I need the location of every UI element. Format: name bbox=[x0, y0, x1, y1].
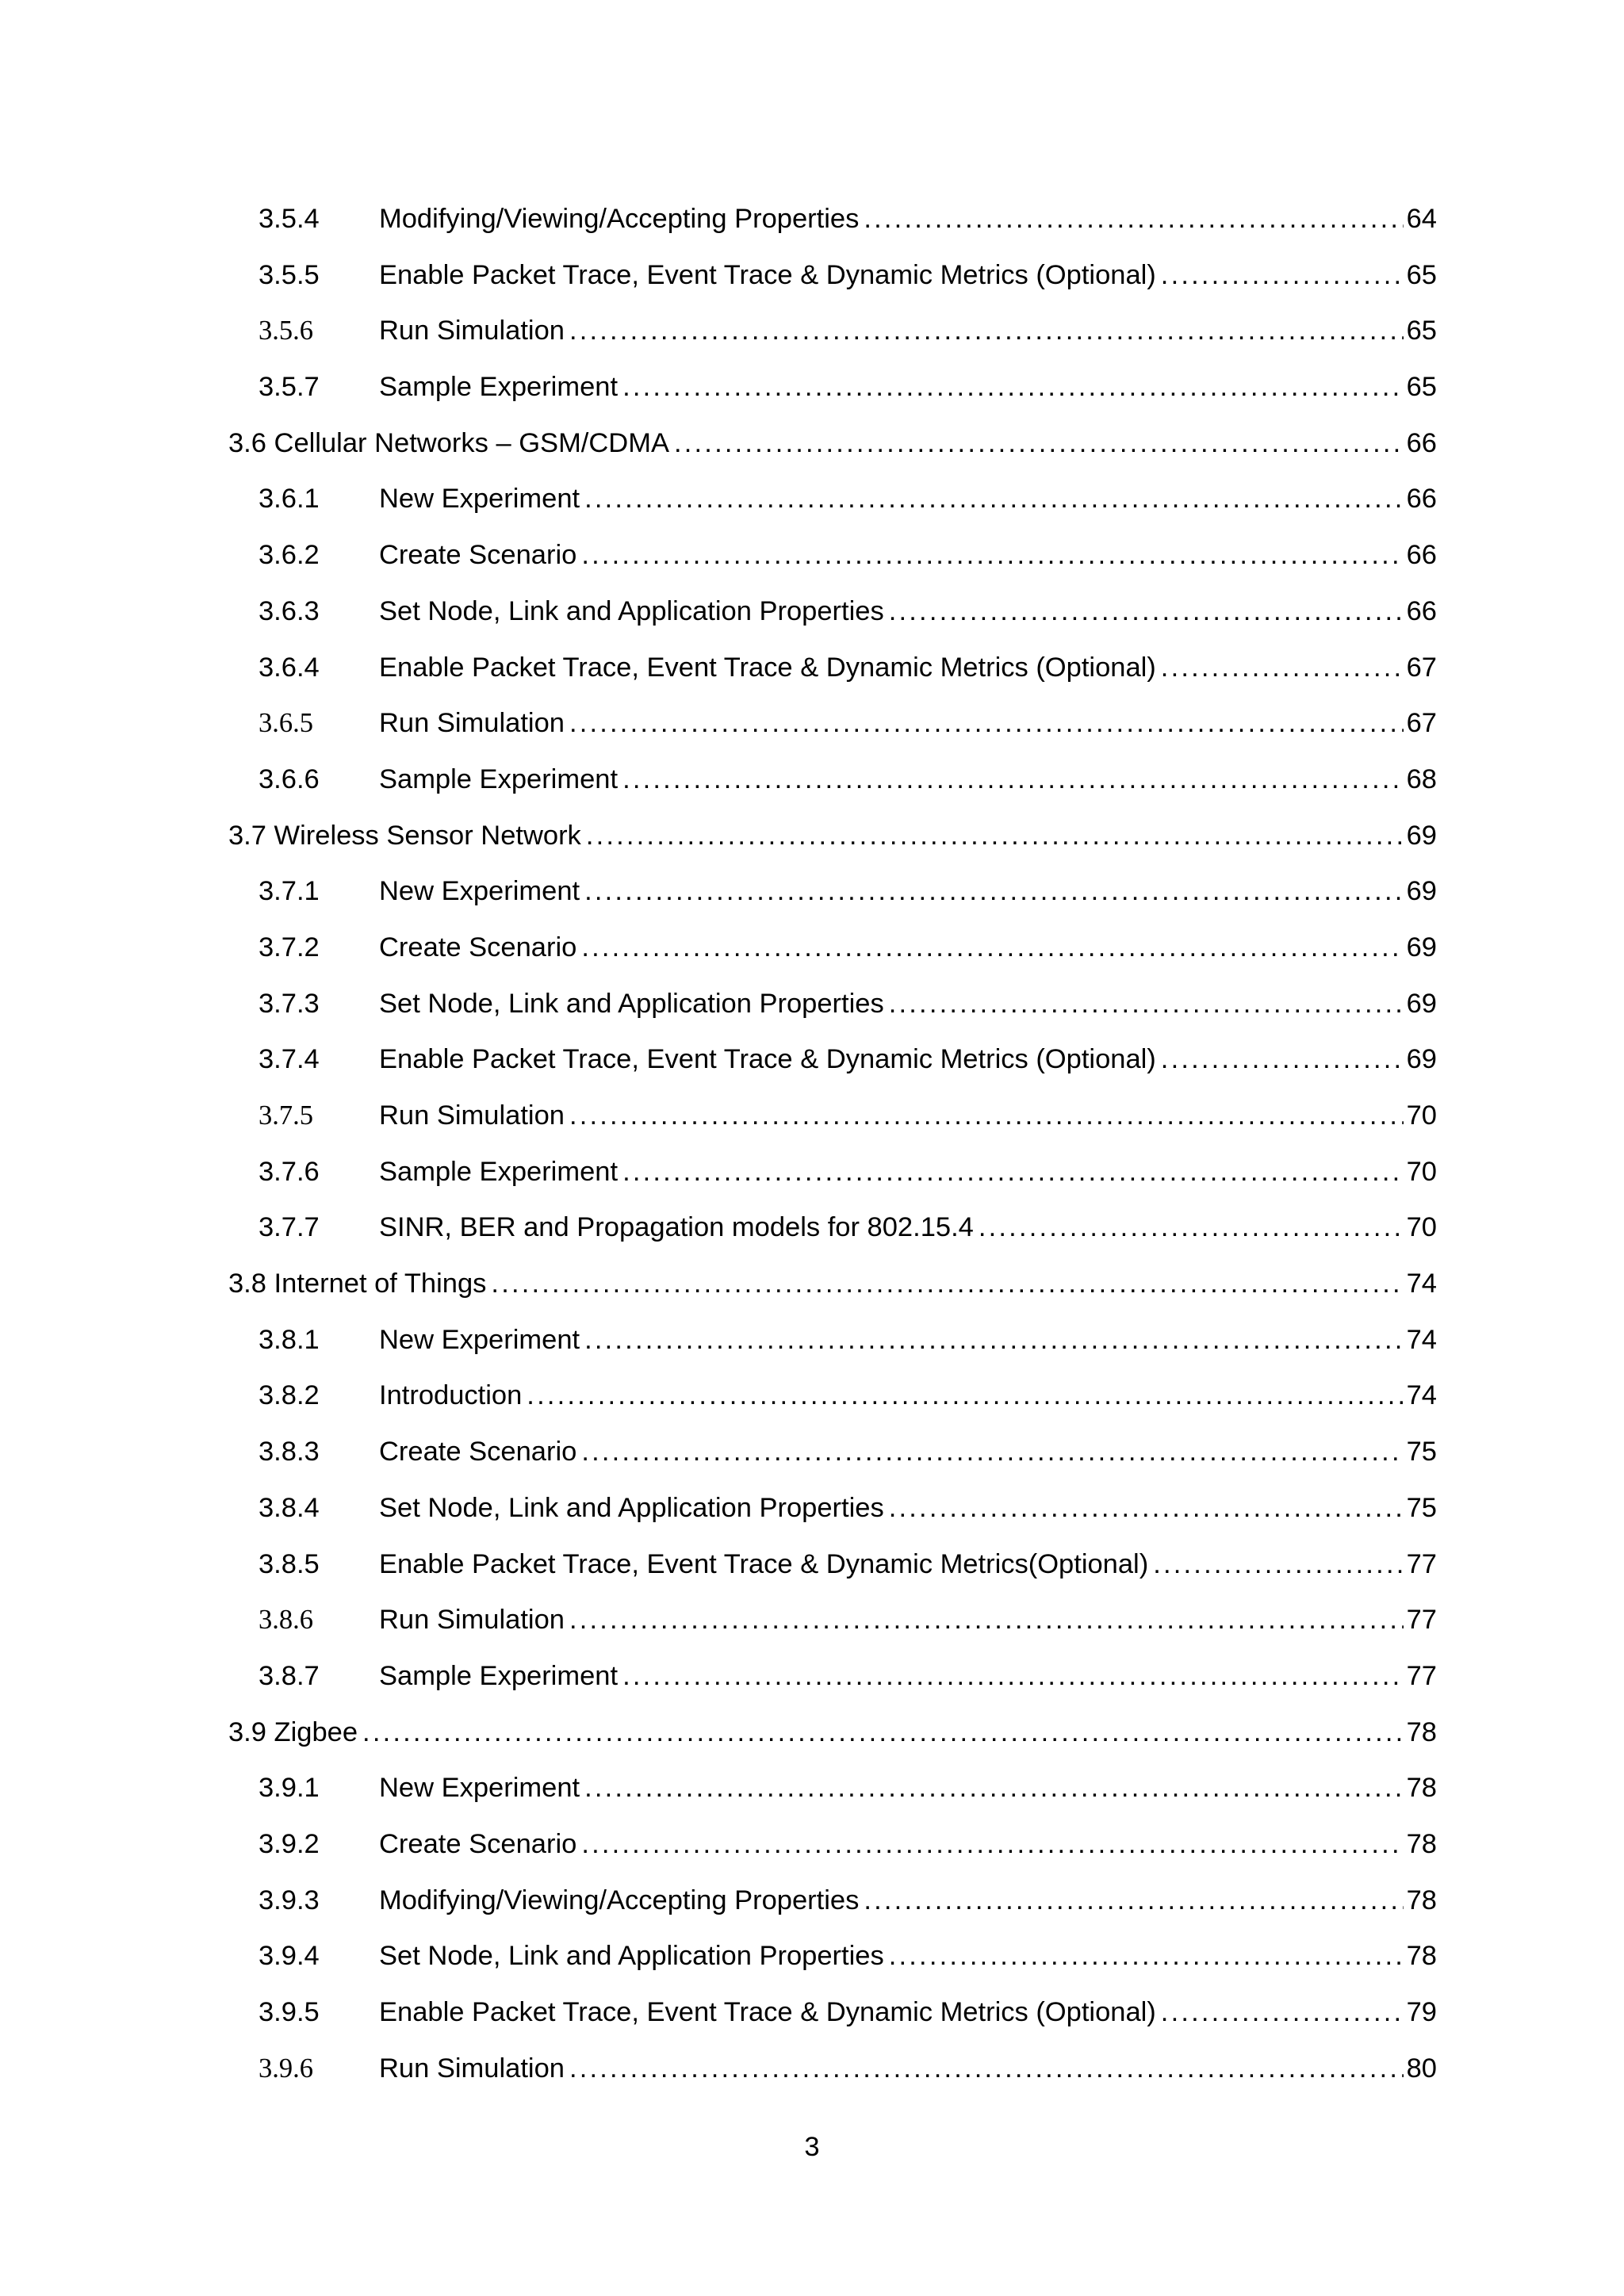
toc-dot-leader bbox=[569, 695, 1404, 752]
toc-entry-title: Run Simulation bbox=[379, 316, 565, 346]
toc-entry-title: Sample Experiment bbox=[379, 1156, 619, 1187]
toc-dot-leader bbox=[1161, 1984, 1404, 2041]
toc-subsection-entry[interactable] bbox=[228, 640, 1437, 696]
toc-subsection-entry[interactable] bbox=[228, 1031, 1437, 1088]
toc-entry-number: 3.8.4 bbox=[259, 1492, 320, 1523]
toc-entry-title: New Experiment bbox=[379, 876, 580, 907]
toc-entry-number: 3.6.4 bbox=[259, 652, 320, 683]
toc-dot-leader bbox=[569, 1088, 1404, 1144]
toc-entry-page: 75 bbox=[1406, 1492, 1437, 1523]
toc-entry-title: Enable Packet Trace, Event Trace & Dynamic Metrics (Optional) bbox=[379, 259, 1156, 290]
toc-subsection-entry[interactable] bbox=[228, 1312, 1437, 1368]
toc-dot-leader bbox=[581, 1816, 1403, 1873]
toc-subsection-entry[interactable] bbox=[228, 1200, 1437, 1256]
toc-dot-leader bbox=[622, 359, 1404, 415]
toc-entry-title: Set Node, Link and Application Properties bbox=[379, 988, 884, 1019]
toc-entry-number: 3.9.4 bbox=[259, 1941, 320, 1972]
toc-section-entry[interactable] bbox=[228, 1256, 1437, 1312]
toc-subsection-entry[interactable] bbox=[228, 191, 1437, 247]
toc-entry-page: 78 bbox=[1406, 1716, 1437, 1747]
toc-dot-leader bbox=[622, 1144, 1404, 1200]
toc-dot-leader bbox=[527, 1368, 1403, 1424]
toc-entry-title: Enable Packet Trace, Event Trace & Dynamic Metrics(Optional) bbox=[379, 1548, 1149, 1579]
toc-entry-number: 3.5.4 bbox=[259, 204, 320, 234]
toc-entry-number: 3.6.6 bbox=[259, 763, 320, 794]
toc-entry-title: Sample Experiment bbox=[379, 763, 619, 794]
toc-entry-title: Run Simulation bbox=[379, 2053, 565, 2084]
toc-entry-number: 3.9.5 bbox=[259, 1997, 320, 2027]
toc-entry-title: Create Scenario bbox=[379, 540, 577, 571]
toc-subsection-entry[interactable] bbox=[228, 1760, 1437, 1816]
toc-entry-page: 65 bbox=[1406, 316, 1437, 346]
toc-entry-page: 69 bbox=[1406, 1044, 1437, 1075]
toc-entry-page: 77 bbox=[1406, 1548, 1437, 1579]
toc-entry-title: Set Node, Link and Application Properties bbox=[379, 595, 884, 626]
toc-dot-leader bbox=[674, 415, 1404, 472]
toc-entry-title: Enable Packet Trace, Event Trace & Dynamic Metrics (Optional) bbox=[379, 1044, 1156, 1075]
toc-entry-page: 69 bbox=[1406, 876, 1437, 907]
toc-entry-number: 3.8.3 bbox=[259, 1437, 320, 1468]
toc-entry-title: 3.7 Wireless Sensor Network bbox=[228, 820, 581, 851]
toc-entry-number: 3.6.2 bbox=[259, 540, 320, 571]
toc-entry-number: 3.8.7 bbox=[259, 1660, 320, 1691]
toc-dot-leader bbox=[864, 191, 1403, 247]
toc-entry-number: 3.9.6 bbox=[259, 2053, 313, 2084]
toc-dot-leader bbox=[581, 527, 1403, 584]
toc-subsection-entry[interactable] bbox=[228, 359, 1437, 415]
toc-subsection-entry[interactable] bbox=[228, 1368, 1437, 1424]
toc-entry-title: Modifying/Viewing/Accepting Properties bbox=[379, 1885, 860, 1915]
toc-subsection-entry[interactable] bbox=[228, 695, 1437, 752]
toc-dot-leader bbox=[1153, 1536, 1403, 1593]
toc-entry-number: 3.6.3 bbox=[259, 595, 320, 626]
toc-dot-leader bbox=[889, 1928, 1404, 1984]
toc-entry-page: 65 bbox=[1406, 372, 1437, 403]
toc-subsection-entry[interactable] bbox=[228, 1816, 1437, 1873]
toc-subsection-entry[interactable] bbox=[228, 527, 1437, 584]
toc-dot-leader bbox=[569, 2041, 1404, 2097]
toc-entry-page: 75 bbox=[1406, 1437, 1437, 1468]
toc-subsection-entry[interactable] bbox=[228, 247, 1437, 304]
toc-entry-page: 64 bbox=[1406, 204, 1437, 234]
toc-entry-number: 3.7.4 bbox=[259, 1044, 320, 1075]
toc-entry-title: Sample Experiment bbox=[379, 1660, 619, 1691]
toc-entry-page: 77 bbox=[1406, 1605, 1437, 1636]
toc-subsection-entry[interactable] bbox=[228, 1648, 1437, 1705]
toc-entry-title: Enable Packet Trace, Event Trace & Dynamic Metrics (Optional) bbox=[379, 652, 1156, 683]
toc-entry-number: 3.7.6 bbox=[259, 1156, 320, 1187]
toc-entry-page: 74 bbox=[1406, 1269, 1437, 1299]
toc-entry-page: 78 bbox=[1406, 1885, 1437, 1915]
toc-entry-title: 3.8 Internet of Things bbox=[228, 1269, 487, 1299]
toc-entry-page: 78 bbox=[1406, 1773, 1437, 1804]
toc-entry-page: 68 bbox=[1406, 763, 1437, 794]
toc-subsection-entry[interactable] bbox=[228, 1088, 1437, 1144]
toc-entry-number: 3.7.2 bbox=[259, 932, 320, 962]
toc-entry-number: 3.9.1 bbox=[259, 1773, 320, 1804]
toc-entry-title: Enable Packet Trace, Event Trace & Dynamic Metrics (Optional) bbox=[379, 1997, 1156, 2027]
toc-entry-page: 74 bbox=[1406, 1324, 1437, 1355]
toc-entry-title: New Experiment bbox=[379, 484, 580, 515]
toc-entry-title: New Experiment bbox=[379, 1773, 580, 1804]
toc-dot-leader bbox=[622, 1648, 1404, 1705]
toc-entry-number: 3.7.1 bbox=[259, 876, 320, 907]
toc-subsection-entry[interactable] bbox=[228, 1928, 1437, 1984]
toc-entry-title: Introduction bbox=[379, 1380, 523, 1411]
toc-entry-title: SINR, BER and Propagation models for 802.15.4 bbox=[379, 1212, 974, 1243]
toc-dot-leader bbox=[569, 303, 1404, 359]
toc-entry-page: 66 bbox=[1406, 427, 1437, 458]
toc-entry-number: 3.5.5 bbox=[259, 259, 320, 290]
toc-entry-number: 3.7.3 bbox=[259, 988, 320, 1019]
toc-dot-leader bbox=[1161, 1031, 1404, 1088]
toc-section-entry[interactable] bbox=[228, 415, 1437, 472]
toc-dot-leader bbox=[979, 1200, 1404, 1256]
toc-dot-leader bbox=[581, 1424, 1403, 1480]
toc-subsection-entry[interactable] bbox=[228, 1424, 1437, 1480]
toc-entry-title: 3.6 Cellular Networks – GSM/CDMA bbox=[228, 427, 669, 458]
toc-dot-leader bbox=[581, 920, 1403, 976]
toc-entry-number: 3.7.5 bbox=[259, 1100, 313, 1131]
toc-dot-leader bbox=[889, 1480, 1404, 1536]
toc-entry-page: 69 bbox=[1406, 820, 1437, 851]
toc-entry-number: 3.6.1 bbox=[259, 484, 320, 515]
toc-section-entry[interactable] bbox=[228, 1705, 1437, 1761]
toc-subsection-entry[interactable] bbox=[228, 303, 1437, 359]
toc-dot-leader bbox=[491, 1256, 1403, 1312]
toc-entry-page: 66 bbox=[1406, 540, 1437, 571]
toc-entry-title: Create Scenario bbox=[379, 932, 577, 962]
toc-entry-page: 67 bbox=[1406, 652, 1437, 683]
toc-entry-page: 78 bbox=[1406, 1828, 1437, 1859]
toc-entry-number: 3.5.7 bbox=[259, 372, 320, 403]
toc-dot-leader bbox=[1161, 640, 1404, 696]
toc-entry-page: 69 bbox=[1406, 932, 1437, 962]
toc-entry-title: Create Scenario bbox=[379, 1437, 577, 1468]
toc-subsection-entry[interactable] bbox=[228, 1984, 1437, 2041]
toc-entry-page: 70 bbox=[1406, 1156, 1437, 1187]
toc-entry-title: Run Simulation bbox=[379, 1605, 565, 1636]
toc-entry-title: Set Node, Link and Application Properties bbox=[379, 1941, 884, 1972]
toc-subsection-entry[interactable] bbox=[228, 584, 1437, 640]
toc-dot-leader bbox=[586, 808, 1404, 864]
toc-entry-page: 67 bbox=[1406, 708, 1437, 739]
toc-entry-title: Create Scenario bbox=[379, 1828, 577, 1859]
toc-entry-title: 3.9 Zigbee bbox=[228, 1716, 358, 1747]
toc-entry-page: 69 bbox=[1406, 988, 1437, 1019]
toc-subsection-entry[interactable] bbox=[228, 863, 1437, 920]
toc-dot-leader bbox=[622, 752, 1404, 808]
toc-entry-title: Run Simulation bbox=[379, 708, 565, 739]
toc-section-entry[interactable] bbox=[228, 808, 1437, 864]
toc-entry-page: 77 bbox=[1406, 1660, 1437, 1691]
toc-dot-leader bbox=[864, 1873, 1403, 1929]
toc-dot-leader bbox=[584, 863, 1404, 920]
toc-entry-page: 70 bbox=[1406, 1212, 1437, 1243]
toc-subsection-entry[interactable] bbox=[228, 752, 1437, 808]
toc-entry-number: 3.8.6 bbox=[259, 1605, 313, 1636]
toc-entry-page: 70 bbox=[1406, 1100, 1437, 1131]
toc-subsection-entry[interactable] bbox=[228, 471, 1437, 527]
toc-subsection-entry[interactable] bbox=[228, 920, 1437, 976]
toc-entry-number: 3.8.2 bbox=[259, 1380, 320, 1411]
toc-entry-number: 3.8.1 bbox=[259, 1324, 320, 1355]
toc-entry-page: 66 bbox=[1406, 484, 1437, 515]
toc-entry-page: 78 bbox=[1406, 1941, 1437, 1972]
toc-dot-leader bbox=[584, 1760, 1404, 1816]
toc-subsection-entry[interactable] bbox=[228, 976, 1437, 1032]
toc-dot-leader bbox=[584, 1312, 1404, 1368]
toc-entry-title: Run Simulation bbox=[379, 1100, 565, 1131]
toc-subsection-entry[interactable] bbox=[228, 1536, 1437, 1593]
toc-entry-title: Modifying/Viewing/Accepting Properties bbox=[379, 204, 860, 234]
table-of-contents bbox=[228, 191, 1437, 2096]
toc-entry-number: 3.9.3 bbox=[259, 1885, 320, 1915]
toc-dot-leader bbox=[1161, 247, 1404, 304]
toc-entry-title: Sample Experiment bbox=[379, 372, 619, 403]
toc-entry-page: 80 bbox=[1406, 2053, 1437, 2084]
toc-dot-leader bbox=[889, 976, 1404, 1032]
toc-dot-leader bbox=[362, 1705, 1404, 1761]
toc-entry-page: 74 bbox=[1406, 1380, 1437, 1411]
toc-entry-number: 3.6.5 bbox=[259, 708, 313, 739]
toc-entry-page: 79 bbox=[1406, 1997, 1437, 2027]
toc-entry-title: Set Node, Link and Application Properties bbox=[379, 1492, 884, 1523]
toc-subsection-entry[interactable] bbox=[228, 1480, 1437, 1536]
toc-entry-page: 66 bbox=[1406, 595, 1437, 626]
page-number: 3 bbox=[804, 2132, 820, 2162]
toc-subsection-entry[interactable] bbox=[228, 1873, 1437, 1929]
toc-entry-number: 3.8.5 bbox=[259, 1548, 320, 1579]
toc-entry-page: 65 bbox=[1406, 259, 1437, 290]
toc-entry-number: 3.5.6 bbox=[259, 316, 313, 346]
toc-entry-number: 3.7.7 bbox=[259, 1212, 320, 1243]
toc-entry-number: 3.9.2 bbox=[259, 1828, 320, 1859]
toc-subsection-entry[interactable] bbox=[228, 1592, 1437, 1648]
toc-dot-leader bbox=[569, 1592, 1404, 1648]
toc-subsection-entry[interactable] bbox=[228, 2041, 1437, 2097]
toc-dot-leader bbox=[889, 584, 1404, 640]
toc-subsection-entry[interactable] bbox=[228, 1144, 1437, 1200]
toc-entry-title: New Experiment bbox=[379, 1324, 580, 1355]
toc-dot-leader bbox=[584, 471, 1404, 527]
